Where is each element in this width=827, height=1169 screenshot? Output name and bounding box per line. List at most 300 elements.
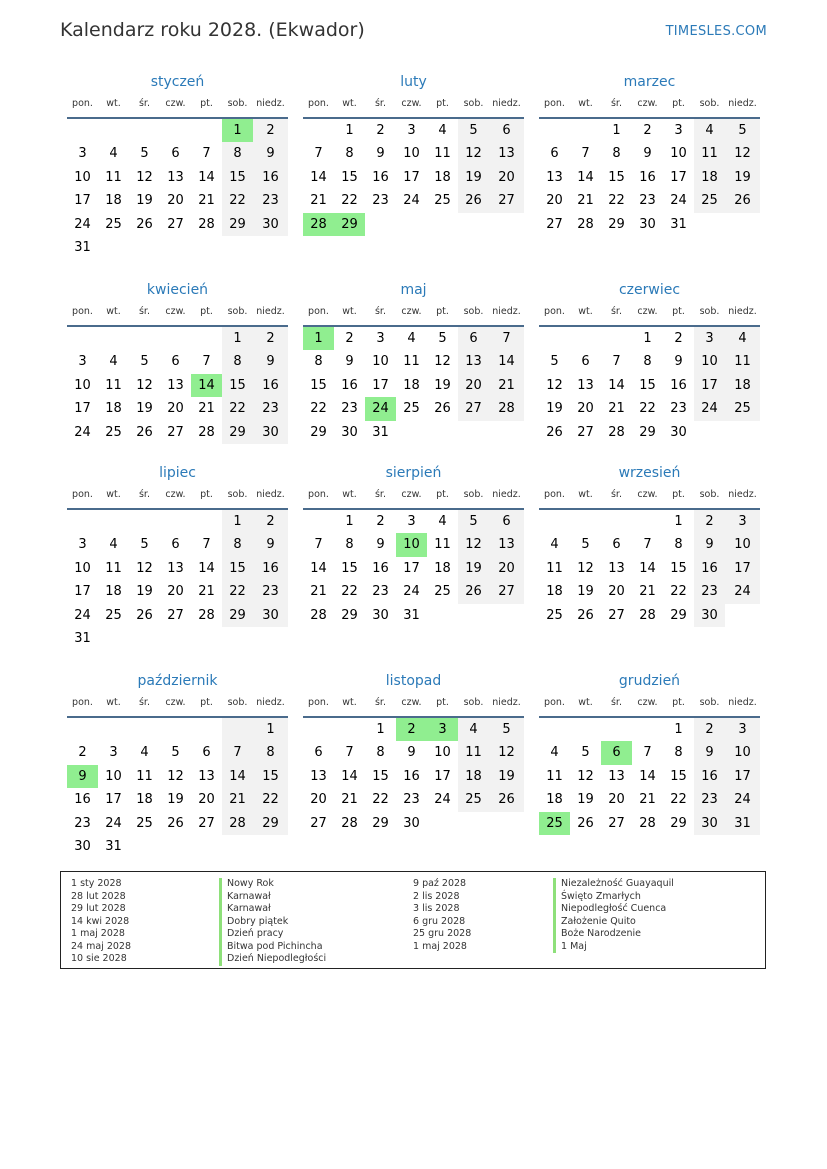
day-cell: 28 (639, 607, 656, 623)
day-cell: 31 (403, 607, 420, 623)
weekday-label: śr. (138, 697, 150, 708)
day-cell: 21 (639, 792, 656, 808)
day-cell: 18 (434, 560, 451, 576)
day-cell: 3 (78, 537, 87, 553)
weekday-label: sob. (227, 489, 248, 500)
day-cell: 6 (314, 745, 323, 761)
day-cell: 8 (222, 350, 253, 373)
weekday-label: pon. (544, 98, 565, 109)
day-cell: 7 (202, 537, 211, 553)
day-cell: 1 (303, 327, 334, 350)
month-name: luty (400, 74, 427, 90)
day-cell: 9 (345, 354, 354, 370)
day-cell: 19 (725, 166, 760, 189)
day-cell: 6 (489, 119, 524, 142)
empty-cell (725, 604, 760, 627)
day-cell: 16 (639, 169, 656, 185)
month-block (539, 460, 760, 627)
day-cell: 20 (608, 792, 625, 808)
month-block (67, 69, 288, 259)
day-cell: 13 (489, 533, 524, 556)
month-name: kwiecień (146, 282, 209, 298)
day-cell: 21 (341, 792, 358, 808)
empty-cell (427, 213, 458, 236)
weekday-label: niedz. (256, 697, 285, 708)
empty-cell (427, 604, 458, 627)
empty-cell (191, 236, 222, 259)
day-cell: 2 (345, 331, 354, 346)
day-cell: 8 (345, 537, 354, 553)
empty-cell (725, 213, 760, 236)
weekday-label: pon. (308, 306, 329, 317)
weekday-header (67, 303, 288, 327)
empty-cell (160, 627, 191, 650)
day-cell: 1 (674, 722, 683, 737)
day-cell: 10 (74, 560, 91, 576)
weekday-label: pon. (544, 306, 565, 317)
legend-dates-right (413, 878, 471, 953)
day-cell: 16 (372, 560, 389, 576)
day-cell: 18 (694, 166, 725, 189)
month-block (67, 668, 288, 858)
weekday-label: czw. (637, 697, 658, 708)
day-cell: 22 (639, 401, 656, 417)
empty-cell (396, 213, 427, 236)
day-cell: 25 (546, 607, 563, 623)
day-cell: 10 (434, 745, 451, 761)
day-cell: 8 (376, 745, 385, 761)
weekday-label: niedz. (728, 306, 757, 317)
day-cell: 15 (670, 768, 687, 784)
day-grid (303, 327, 524, 444)
day-cell: 8 (253, 741, 288, 764)
empty-cell (129, 119, 160, 142)
day-cell: 16 (253, 374, 288, 397)
day-cell: 23 (341, 401, 358, 417)
day-cell: 5 (489, 718, 524, 741)
month-name: październik (137, 673, 218, 689)
day-cell: 9 (407, 745, 416, 761)
day-cell: 6 (171, 146, 180, 162)
day-cell: 24 (670, 193, 687, 209)
day-cell: 1 (253, 718, 288, 741)
day-cell: 19 (546, 401, 563, 417)
day-cell: 21 (198, 401, 215, 417)
weekday-label: niedz. (256, 98, 285, 109)
weekday-label: wt. (578, 489, 593, 500)
day-cell: 14 (608, 377, 625, 393)
day-cell: 12 (136, 560, 153, 576)
day-cell: 15 (341, 560, 358, 576)
month-block (303, 460, 524, 627)
empty-cell (98, 627, 129, 650)
weekday-label: wt. (342, 489, 357, 500)
day-cell: 30 (74, 838, 91, 854)
day-cell: 24 (105, 815, 122, 831)
legend-holiday-name: 1 Maj (553, 941, 674, 954)
day-grid (303, 718, 524, 835)
day-cell: 22 (608, 193, 625, 209)
legend-date: 25 gru 2028 (413, 928, 472, 939)
empty-cell (539, 327, 570, 350)
day-cell: 19 (458, 166, 489, 189)
empty-cell (129, 627, 160, 650)
day-cell: 21 (639, 584, 656, 600)
day-cell: 19 (434, 377, 451, 393)
day-cell: 26 (546, 424, 563, 440)
weekday-label: czw. (637, 489, 658, 500)
day-cell: 12 (167, 768, 184, 784)
day-cell: 18 (403, 377, 420, 393)
empty-cell (160, 236, 191, 259)
empty-cell (67, 119, 98, 142)
day-cell: 28 (341, 815, 358, 831)
day-cell: 4 (140, 745, 149, 761)
day-cell: 4 (438, 123, 447, 138)
empty-cell (601, 327, 632, 350)
weekday-label: śr. (138, 98, 150, 109)
day-grid (67, 718, 288, 858)
day-cell: 12 (434, 354, 451, 370)
empty-cell (489, 213, 524, 236)
day-cell: 22 (222, 580, 253, 603)
day-cell: 13 (608, 768, 625, 784)
day-cell: 8 (674, 745, 683, 761)
day-cell: 16 (341, 377, 358, 393)
legend-date: 1 sty 2028 (71, 878, 122, 889)
day-cell: 15 (372, 768, 389, 784)
day-cell: 13 (167, 377, 184, 393)
empty-cell (129, 327, 160, 350)
empty-cell (253, 835, 288, 858)
day-cell: 9 (376, 146, 385, 162)
day-cell: 7 (581, 146, 590, 162)
day-cell: 17 (403, 169, 420, 185)
day-cell: 16 (694, 765, 725, 788)
day-cell: 9 (376, 537, 385, 553)
day-cell: 17 (105, 792, 122, 808)
weekday-label: sob. (699, 489, 720, 500)
day-cell: 14 (198, 560, 215, 576)
weekday-label: pon. (72, 489, 93, 500)
day-grid (539, 119, 760, 236)
day-cell: 9 (694, 741, 725, 764)
day-cell: 23 (253, 189, 288, 212)
day-cell: 6 (458, 327, 489, 350)
day-cell: 23 (372, 584, 389, 600)
day-cell: 17 (434, 768, 451, 784)
day-cell: 7 (643, 537, 652, 553)
empty-cell (303, 718, 334, 741)
day-cell: 29 (608, 216, 625, 232)
day-cell: 23 (253, 580, 288, 603)
day-cell: 3 (376, 331, 385, 346)
day-cell: 13 (458, 350, 489, 373)
day-cell: 2 (396, 718, 427, 741)
month-name: grudzień (618, 673, 681, 689)
weekday-label: śr. (610, 489, 622, 500)
day-cell: 4 (438, 514, 447, 529)
day-cell: 18 (546, 792, 563, 808)
day-cell: 29 (253, 812, 288, 835)
day-cell: 1 (345, 514, 354, 529)
day-cell: 21 (310, 584, 327, 600)
weekday-label: wt. (578, 98, 593, 109)
day-cell: 10 (105, 768, 122, 784)
weekday-label: pt. (436, 697, 449, 708)
empty-cell (160, 119, 191, 142)
day-cell: 21 (198, 193, 215, 209)
day-cell: 16 (403, 768, 420, 784)
weekday-label: wt. (106, 489, 121, 500)
day-cell: 7 (202, 354, 211, 370)
weekday-label: pt. (200, 489, 213, 500)
day-cell: 25 (105, 216, 122, 232)
day-cell: 11 (694, 142, 725, 165)
weekday-label: wt. (106, 98, 121, 109)
day-cell: 11 (725, 350, 760, 373)
day-cell: 26 (136, 216, 153, 232)
empty-cell (632, 510, 663, 533)
day-cell: 12 (136, 377, 153, 393)
day-cell: 10 (403, 146, 420, 162)
empty-cell (570, 510, 601, 533)
day-cell: 7 (222, 741, 253, 764)
weekday-label: śr. (138, 489, 150, 500)
day-cell: 28 (198, 216, 215, 232)
day-cell: 30 (639, 216, 656, 232)
day-cell: 22 (222, 189, 253, 212)
day-cell: 21 (577, 193, 594, 209)
weekday-label: śr. (610, 697, 622, 708)
empty-cell (129, 835, 160, 858)
day-cell: 5 (458, 510, 489, 533)
day-cell: 24 (694, 397, 725, 420)
weekday-label: pt. (436, 306, 449, 317)
day-cell: 5 (140, 146, 149, 162)
day-cell: 6 (601, 741, 632, 764)
day-cell: 10 (372, 354, 389, 370)
day-cell: 15 (253, 765, 288, 788)
day-cell: 15 (639, 377, 656, 393)
day-cell: 29 (222, 604, 253, 627)
day-cell: 11 (546, 560, 563, 576)
day-cell: 28 (639, 815, 656, 831)
day-cell: 18 (434, 169, 451, 185)
day-cell: 25 (105, 424, 122, 440)
day-grid (539, 327, 760, 444)
weekday-label: pt. (672, 306, 685, 317)
weekday-label: wt. (578, 306, 593, 317)
empty-cell (303, 119, 334, 142)
day-cell: 6 (550, 146, 559, 162)
day-cell: 2 (643, 123, 652, 138)
weekday-label: pt. (200, 98, 213, 109)
weekday-header (303, 486, 524, 510)
day-cell: 12 (577, 768, 594, 784)
weekday-header (539, 303, 760, 327)
weekday-label: pon. (308, 697, 329, 708)
day-cell: 30 (372, 607, 389, 623)
legend-holiday-name: Niepodległość Cuenca (553, 903, 674, 916)
month-name: listopad (385, 673, 442, 689)
legend-holiday-name: Karnawał (219, 891, 326, 904)
day-cell: 5 (458, 119, 489, 142)
empty-cell (98, 327, 129, 350)
day-cell: 25 (458, 788, 489, 811)
day-cell: 28 (198, 607, 215, 623)
day-cell: 10 (74, 169, 91, 185)
day-cell: 14 (639, 560, 656, 576)
weekday-label: pon. (72, 98, 93, 109)
day-cell: 8 (643, 354, 652, 370)
empty-cell (98, 236, 129, 259)
day-cell: 13 (608, 560, 625, 576)
day-cell: 6 (489, 510, 524, 533)
day-cell: 13 (167, 169, 184, 185)
day-cell: 31 (670, 216, 687, 232)
day-grid (303, 510, 524, 627)
day-cell: 30 (403, 815, 420, 831)
weekday-header (539, 694, 760, 718)
empty-cell (570, 718, 601, 741)
day-cell: 9 (253, 533, 288, 556)
day-cell: 10 (725, 533, 760, 556)
day-cell: 31 (372, 424, 389, 440)
day-cell: 2 (694, 718, 725, 741)
month-block (539, 277, 760, 444)
brand-link[interactable]: TIMESLES.COM (665, 24, 767, 39)
day-cell: 13 (310, 768, 327, 784)
weekday-label: wt. (106, 697, 121, 708)
weekday-label: pt. (672, 98, 685, 109)
empty-cell (489, 812, 524, 835)
weekday-header (303, 95, 524, 119)
day-cell: 24 (434, 792, 451, 808)
day-cell: 4 (550, 537, 559, 553)
weekday-label: śr. (374, 697, 386, 708)
empty-cell (191, 327, 222, 350)
day-cell: 27 (310, 815, 327, 831)
empty-cell (129, 510, 160, 533)
day-cell: 31 (74, 239, 91, 255)
weekday-label: pt. (200, 306, 213, 317)
day-cell: 17 (694, 374, 725, 397)
day-cell: 10 (74, 377, 91, 393)
legend-dates-left (71, 878, 131, 966)
day-cell: 16 (253, 557, 288, 580)
day-cell: 27 (458, 397, 489, 420)
day-cell: 26 (136, 424, 153, 440)
weekday-label: niedz. (492, 306, 521, 317)
empty-cell (160, 835, 191, 858)
day-cell: 22 (670, 584, 687, 600)
month-name: maj (400, 282, 427, 298)
empty-cell (570, 327, 601, 350)
empty-cell (160, 510, 191, 533)
day-cell: 26 (725, 189, 760, 212)
day-cell: 30 (253, 604, 288, 627)
day-cell: 11 (434, 146, 451, 162)
day-cell: 30 (694, 604, 725, 627)
day-cell: 18 (105, 584, 122, 600)
weekday-label: śr. (374, 306, 386, 317)
day-cell: 11 (136, 768, 153, 784)
day-cell: 19 (136, 401, 153, 417)
day-cell: 9 (253, 142, 288, 165)
day-cell: 17 (372, 377, 389, 393)
day-cell: 17 (74, 193, 91, 209)
day-cell: 23 (694, 580, 725, 603)
weekday-label: pon. (308, 489, 329, 500)
day-cell: 19 (489, 765, 524, 788)
day-cell: 5 (725, 119, 760, 142)
weekday-label: pt. (436, 98, 449, 109)
day-cell: 27 (489, 580, 524, 603)
weekday-label: wt. (578, 697, 593, 708)
weekday-label: pon. (544, 697, 565, 708)
legend-date: 3 lis 2028 (413, 903, 460, 914)
weekday-header (67, 95, 288, 119)
weekday-header (67, 694, 288, 718)
day-cell: 1 (222, 327, 253, 350)
day-cell: 18 (105, 401, 122, 417)
day-cell: 28 (198, 424, 215, 440)
day-cell: 1 (376, 722, 385, 737)
legend-holiday-name: Dobry piątek (219, 916, 326, 929)
empty-cell (67, 718, 98, 741)
empty-cell (334, 718, 365, 741)
day-cell: 13 (198, 768, 215, 784)
day-cell: 26 (434, 401, 451, 417)
day-cell: 27 (198, 815, 215, 831)
day-cell: 20 (546, 193, 563, 209)
month-block (303, 277, 524, 444)
day-cell: 8 (674, 537, 683, 553)
day-cell: 12 (136, 169, 153, 185)
day-cell: 9 (694, 533, 725, 556)
day-cell: 6 (202, 745, 211, 761)
day-cell: 9 (253, 350, 288, 373)
day-cell: 25 (725, 397, 760, 420)
empty-cell (222, 835, 253, 858)
day-cell: 1 (222, 510, 253, 533)
weekday-label: sob. (227, 306, 248, 317)
day-cell: 21 (222, 788, 253, 811)
day-cell: 28 (303, 213, 334, 236)
weekday-label: niedz. (728, 489, 757, 500)
day-cell: 16 (372, 169, 389, 185)
day-cell: 24 (725, 580, 760, 603)
month-name: styczeń (150, 74, 205, 90)
weekday-label: sob. (699, 306, 720, 317)
empty-cell (191, 119, 222, 142)
weekday-label: niedz. (728, 697, 757, 708)
month-name: sierpień (385, 465, 442, 481)
day-cell: 22 (341, 193, 358, 209)
day-cell: 27 (167, 607, 184, 623)
empty-cell (632, 718, 663, 741)
empty-cell (489, 421, 524, 444)
weekday-label: śr. (374, 98, 386, 109)
day-cell: 14 (191, 374, 222, 397)
day-cell: 30 (670, 424, 687, 440)
weekday-label: czw. (165, 98, 186, 109)
month-block (303, 668, 524, 835)
day-cell: 29 (222, 213, 253, 236)
day-cell: 10 (396, 533, 427, 556)
day-cell: 7 (314, 146, 323, 162)
